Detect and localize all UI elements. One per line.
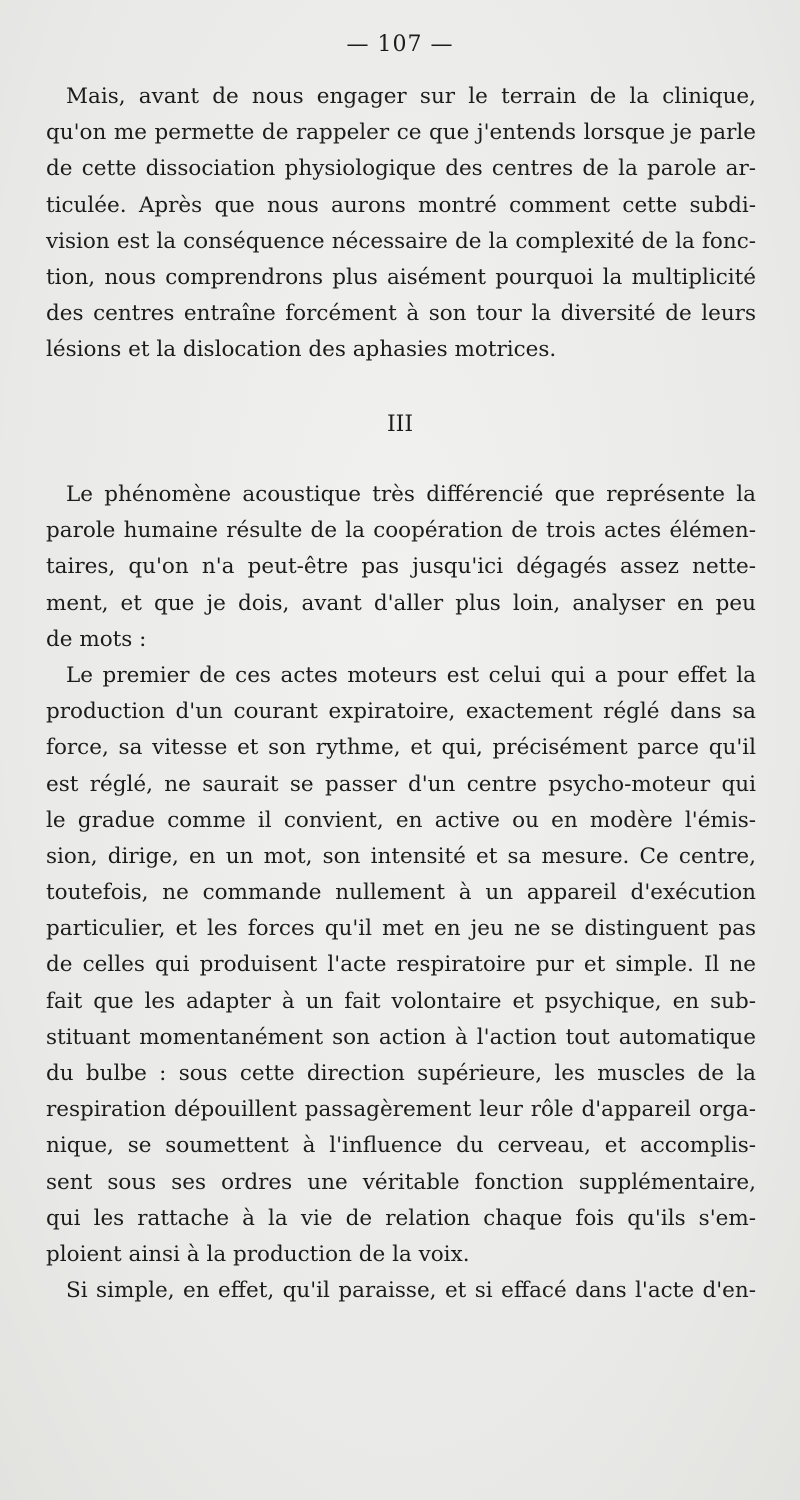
paragraph — [46, 79, 756, 369]
text-line: sent sous ses ordres une véritable fonction supplémentaire, — [46, 1169, 756, 1195]
text-line: fait que les adapter à un fait volontaire et psychique, en sub- — [46, 988, 756, 1014]
text-line: parole humaine résulte de la coopération de trois actes élémen- — [46, 518, 756, 544]
text-line: respiration dépouillent passagèrement leur rôle d'appareil orga- — [46, 1097, 756, 1123]
text-line: toutefois, ne commande nullement à un appareil d'exécution — [46, 880, 756, 906]
text-line: de celles qui produisent l'acte respiratoire pur et simple. Il ne — [46, 952, 756, 978]
text-block-main — [46, 477, 756, 1309]
text-line: ticulée. Après que nous aurons montré comment cette subdi- — [46, 192, 756, 218]
text-line: particulier, et les forces qu'il met en jeu ne se distinguent pas — [46, 916, 756, 942]
text-line: le gradue comme il convient, en active ou en modère l'émis- — [46, 807, 756, 833]
paragraph — [46, 1273, 756, 1309]
text-line: taires, qu'on n'a peut-être pas jusqu'ici dégagés assez nette- — [46, 554, 756, 580]
paragraph — [46, 477, 756, 658]
text-line: de mots : — [46, 626, 147, 652]
text-line: vision est la conséquence nécessaire de la complexité de la fonc- — [46, 228, 756, 254]
text-line: ploient ainsi à la production de la voix. — [46, 1241, 470, 1267]
text-line: sion, dirige, en un mot, son intensité et sa mesure. Ce centre, — [46, 843, 756, 869]
text-line: Si simple, en effet, qu'il paraisse, et si effacé dans l'acte d'en- — [66, 1278, 756, 1304]
text-line: tion, nous comprendrons plus aisément pourquoi la multiplicité — [46, 264, 756, 290]
text-line: stituant momentanément son action à l'action tout automatique — [46, 1024, 756, 1050]
text-line: lésions et la dislocation des aphasies motrices. — [46, 337, 557, 363]
text-line: Le phénomène acoustique très différencié que représente la — [66, 482, 756, 507]
section-heading: III — [386, 412, 414, 437]
paragraph — [46, 658, 756, 1273]
text-line: force, sa vitesse et son rythme, et qui, précisément parce qu'il — [46, 735, 756, 761]
text-line: qu'on me permette de rappeler ce que j'entends lorsque je parle — [46, 120, 756, 146]
text-line: production d'un courant expiratoire, exactement réglé dans sa — [46, 699, 756, 725]
text-line: des centres entraîne forcément à son tour la diversité de leurs — [46, 301, 756, 327]
text-line: Mais, avant de nous engager sur le terrain de la clinique, — [66, 84, 756, 109]
text-line: nique, se soumettent à l'influence du cerveau, et accomplis- — [46, 1133, 756, 1159]
text-line: est réglé, ne saurait se passer d'un centre psycho-moteur qui — [46, 771, 756, 797]
text-block-top — [46, 79, 756, 369]
text-line: qui les rattache à la vie de relation chaque fois qu'ils s'em- — [46, 1205, 756, 1231]
text-line: ment, et que je dois, avant d'aller plus loin, analyser en peu — [46, 590, 756, 616]
text-line: du bulbe : sous cette direction supérieure, les muscles de la — [46, 1061, 756, 1086]
text-line: Le premier de ces actes moteurs est celui qui a pour effet la — [66, 662, 756, 688]
text-line: de cette dissociation physiologique des centres de la parole ar- — [46, 156, 756, 182]
page-number: — 107 — — [346, 32, 454, 57]
